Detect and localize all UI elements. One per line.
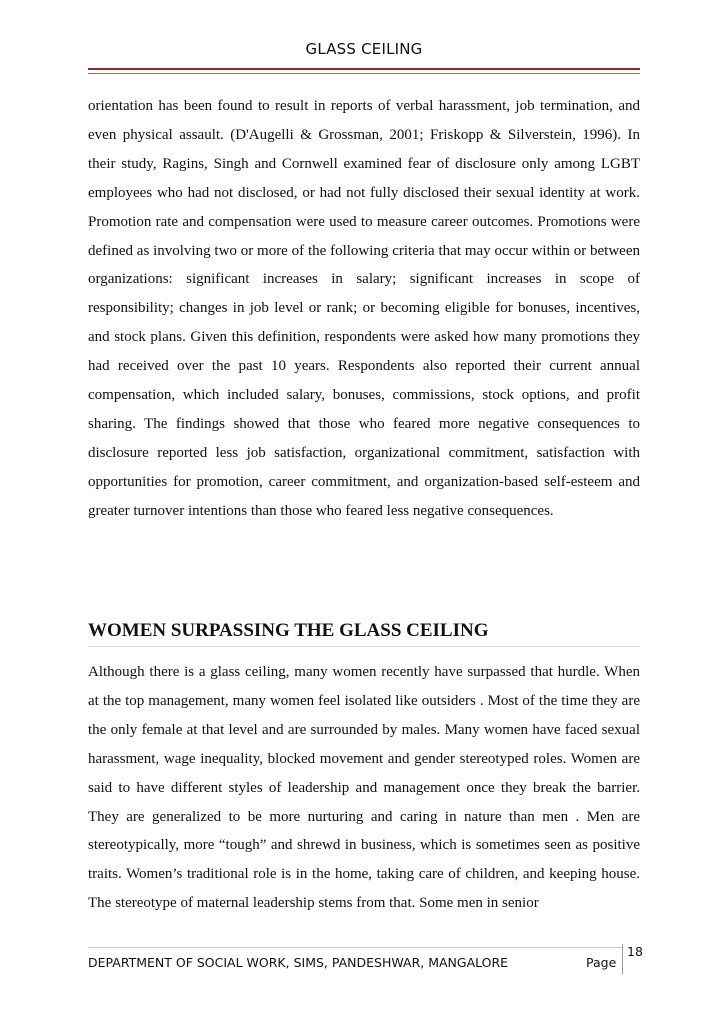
footer-page-divider [622,944,623,974]
footer-rule [88,947,622,948]
page-number: 18 [627,944,643,959]
footer-page-label: Page [586,955,617,970]
body-paragraph-1: orientation has been found to result in reports of verbal harassment, job termination, and even physical assault. (D'Augelli & Grossman, 2001; Friskopp & Silverstein, 1996). In their study, Ragins, Singh and Cornwell examined fear of disclosure only among LGBT employees who had not disclosed, or had not fully disclosed their sexual identity at work. Promotion rate and compensation were used to measure career outcomes. Promotions were defined as involving two or more of the following criteria that may occur within or between organizations: significant increases in salary; significant increases in scope of responsibility; changes in job level or rank; or becoming eligible for bonuses, incentives, and stock plans. Given this definition, respondents were asked how many promotions they had received over the past 10 years. Respondents also reported their current annual compensation, which included salary, bonuses, commissions, stock options, and profit sharing. The findings showed that those who feared more negative consequences to disclosure reported less job satisfaction, organizational commitment, satisfaction with opportunities for promotion, career commitment, and organization-based self-esteem and greater turnover intentions than those who feared less negative consequences. [88,98,640,519]
section-heading: WOMEN SURPASSING THE GLASS CEILING [88,620,640,647]
page-header-title: GLASS CEILING [305,40,423,58]
header-rule-secondary [88,73,640,74]
header-rule [88,68,640,70]
body-paragraph-2: Although there is a glass ceiling, many women recently have surpassed that hurdle. When at the top management, many women feel isolated like outsiders . Most of the time they are the only female at that level and are surrounded by males. Many women have faced sexual harassment, wage inequality, blocked movement and gender stereotyped roles. Women are said to have different styles of leadership and management once they break the barrier. They are generalized to be more nurturing and caring in nature than men . Men are stereotypically, more “tough” and shrewd in business, which is sometimes seen as positive traits. Women’s traditional role is in the home, taking care of children, and keeping house. The stereotype of maternal leadership stems from that. Some men in senior [88,664,640,912]
footer-department: DEPARTMENT OF SOCIAL WORK, SIMS, PANDESHWAR, MANGALORE [88,955,509,970]
